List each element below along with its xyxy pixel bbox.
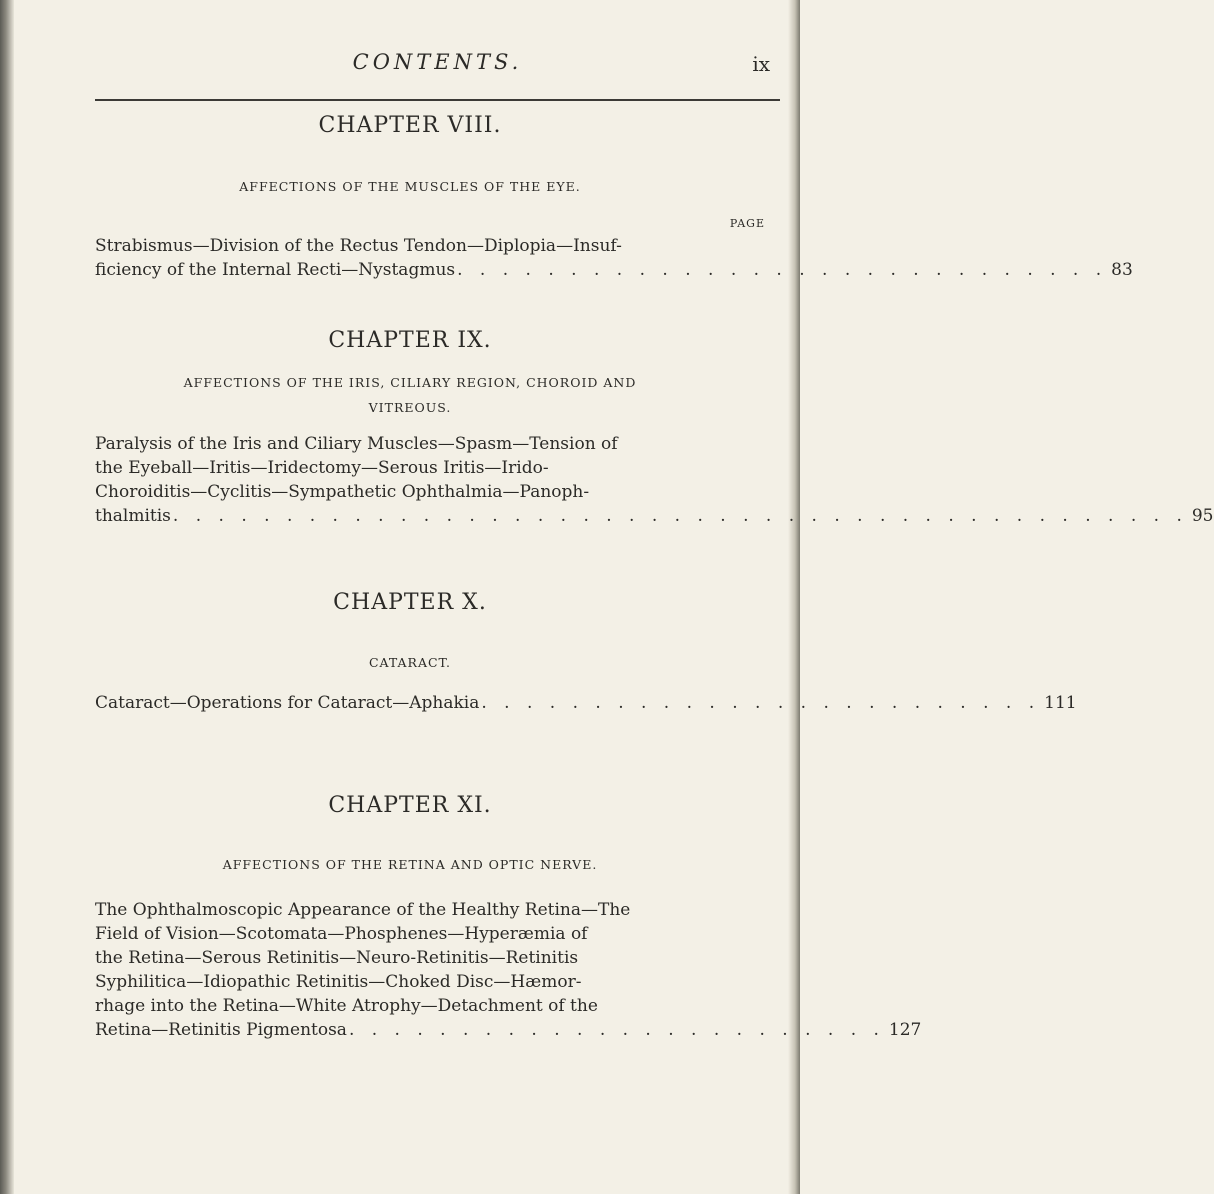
page-edge-left <box>0 0 14 1194</box>
entry-line: The Ophthalmoscopic Appearance of the Healthy Retina—The <box>95 900 631 920</box>
entry-page-number: 111 <box>1044 693 1077 713</box>
entry-line: the Eyeball—Iritis—Iridectomy—Serous Iritis—Irido- <box>95 458 549 478</box>
chapter-subtitle <box>40 174 780 199</box>
leader-dots: . . . . . . . . . . . . . . . . . . . . . . . . . <box>481 693 1041 713</box>
entry-line: Paralysis of the Iris and Ciliary Muscles—Spasm—Tension of <box>95 434 618 454</box>
entry-page-number: 127 <box>888 1020 922 1040</box>
entry-last-line <box>95 258 1133 282</box>
chapter-title: CHAPTER IX. <box>328 328 492 353</box>
entry-line: thalmitis <box>95 506 171 526</box>
page-number: ix <box>752 52 770 76</box>
leader-dots: . . . . . . . . . . . . . . . . . . . . . . . . <box>348 1020 885 1040</box>
entry-last-line <box>95 1018 922 1042</box>
entry-line: Choroiditis—Cyclitis—Sympathetic Ophthalmia—Panoph- <box>95 482 590 502</box>
contents-entry <box>95 691 1077 715</box>
chapter-subtitle-line: AFFECTIONS OF THE MUSCLES OF THE EYE. <box>239 179 581 194</box>
chapter-subtitle-line: VITREOUS. <box>368 400 452 415</box>
chapter-subtitle <box>40 852 780 877</box>
leader-dots: . . . . . . . . . . . . . . . . . . . . . . . . . . . . . . . . . . . . . . . . . . . . . <box>172 506 1188 526</box>
contents-entry <box>95 898 922 1042</box>
running-head <box>95 50 780 90</box>
entry-line: Field of Vision—Scotomata—Phosphenes—Hyperæmia of <box>95 924 588 944</box>
entry-line: Retina—Retinitis Pigmentosa <box>95 1020 347 1040</box>
page-edge-right <box>788 0 800 1194</box>
leader-dots: . . . . . . . . . . . . . . . . . . . . . . . . . . . . . <box>457 260 1108 280</box>
entry-line: Strabismus—Division of the Rectus Tendon—Diplopia—Insuf- <box>95 236 622 256</box>
chapter-subtitle-line: AFFECTIONS OF THE IRIS, CILIARY REGION, CHOROID AND <box>183 375 637 390</box>
chapter-title: CHAPTER VIII. <box>318 113 502 138</box>
entry-line: Syphilitica—Idiopathic Retinitis—Choked Disc—Hæmor- <box>95 972 582 992</box>
chapter-subtitle-line: CATARACT. <box>368 655 452 670</box>
entry-page-number: 83 <box>1111 260 1133 280</box>
chapter-subtitle-line: AFFECTIONS OF THE RETINA AND OPTIC NERVE. <box>222 857 598 872</box>
entry-line: Cataract—Operations for Cataract—Aphakia <box>95 693 480 713</box>
entry-line: ficiency of the Internal Recti—Nystagmus <box>95 260 456 280</box>
entry-last-line <box>95 504 1214 528</box>
entry-line: rhage into the Retina—White Atrophy—Detachment of the <box>95 996 598 1016</box>
chapter-title: CHAPTER X. <box>333 590 487 615</box>
contents-entry <box>95 432 1214 528</box>
chapter-title: CHAPTER XI. <box>328 793 492 818</box>
chapter-subtitle <box>40 650 780 675</box>
entry-line: the Retina—Serous Retinitis—Neuro-Retinitis—Retinitis <box>95 948 579 968</box>
contents-entry <box>95 234 1133 282</box>
entry-last-line <box>95 691 1077 715</box>
page-column-label: PAGE <box>729 217 765 230</box>
chapter-subtitle <box>40 370 780 420</box>
entry-page-number: 95 <box>1191 506 1214 526</box>
running-head-title: CONTENTS. <box>352 50 523 74</box>
header-rule <box>95 99 780 101</box>
